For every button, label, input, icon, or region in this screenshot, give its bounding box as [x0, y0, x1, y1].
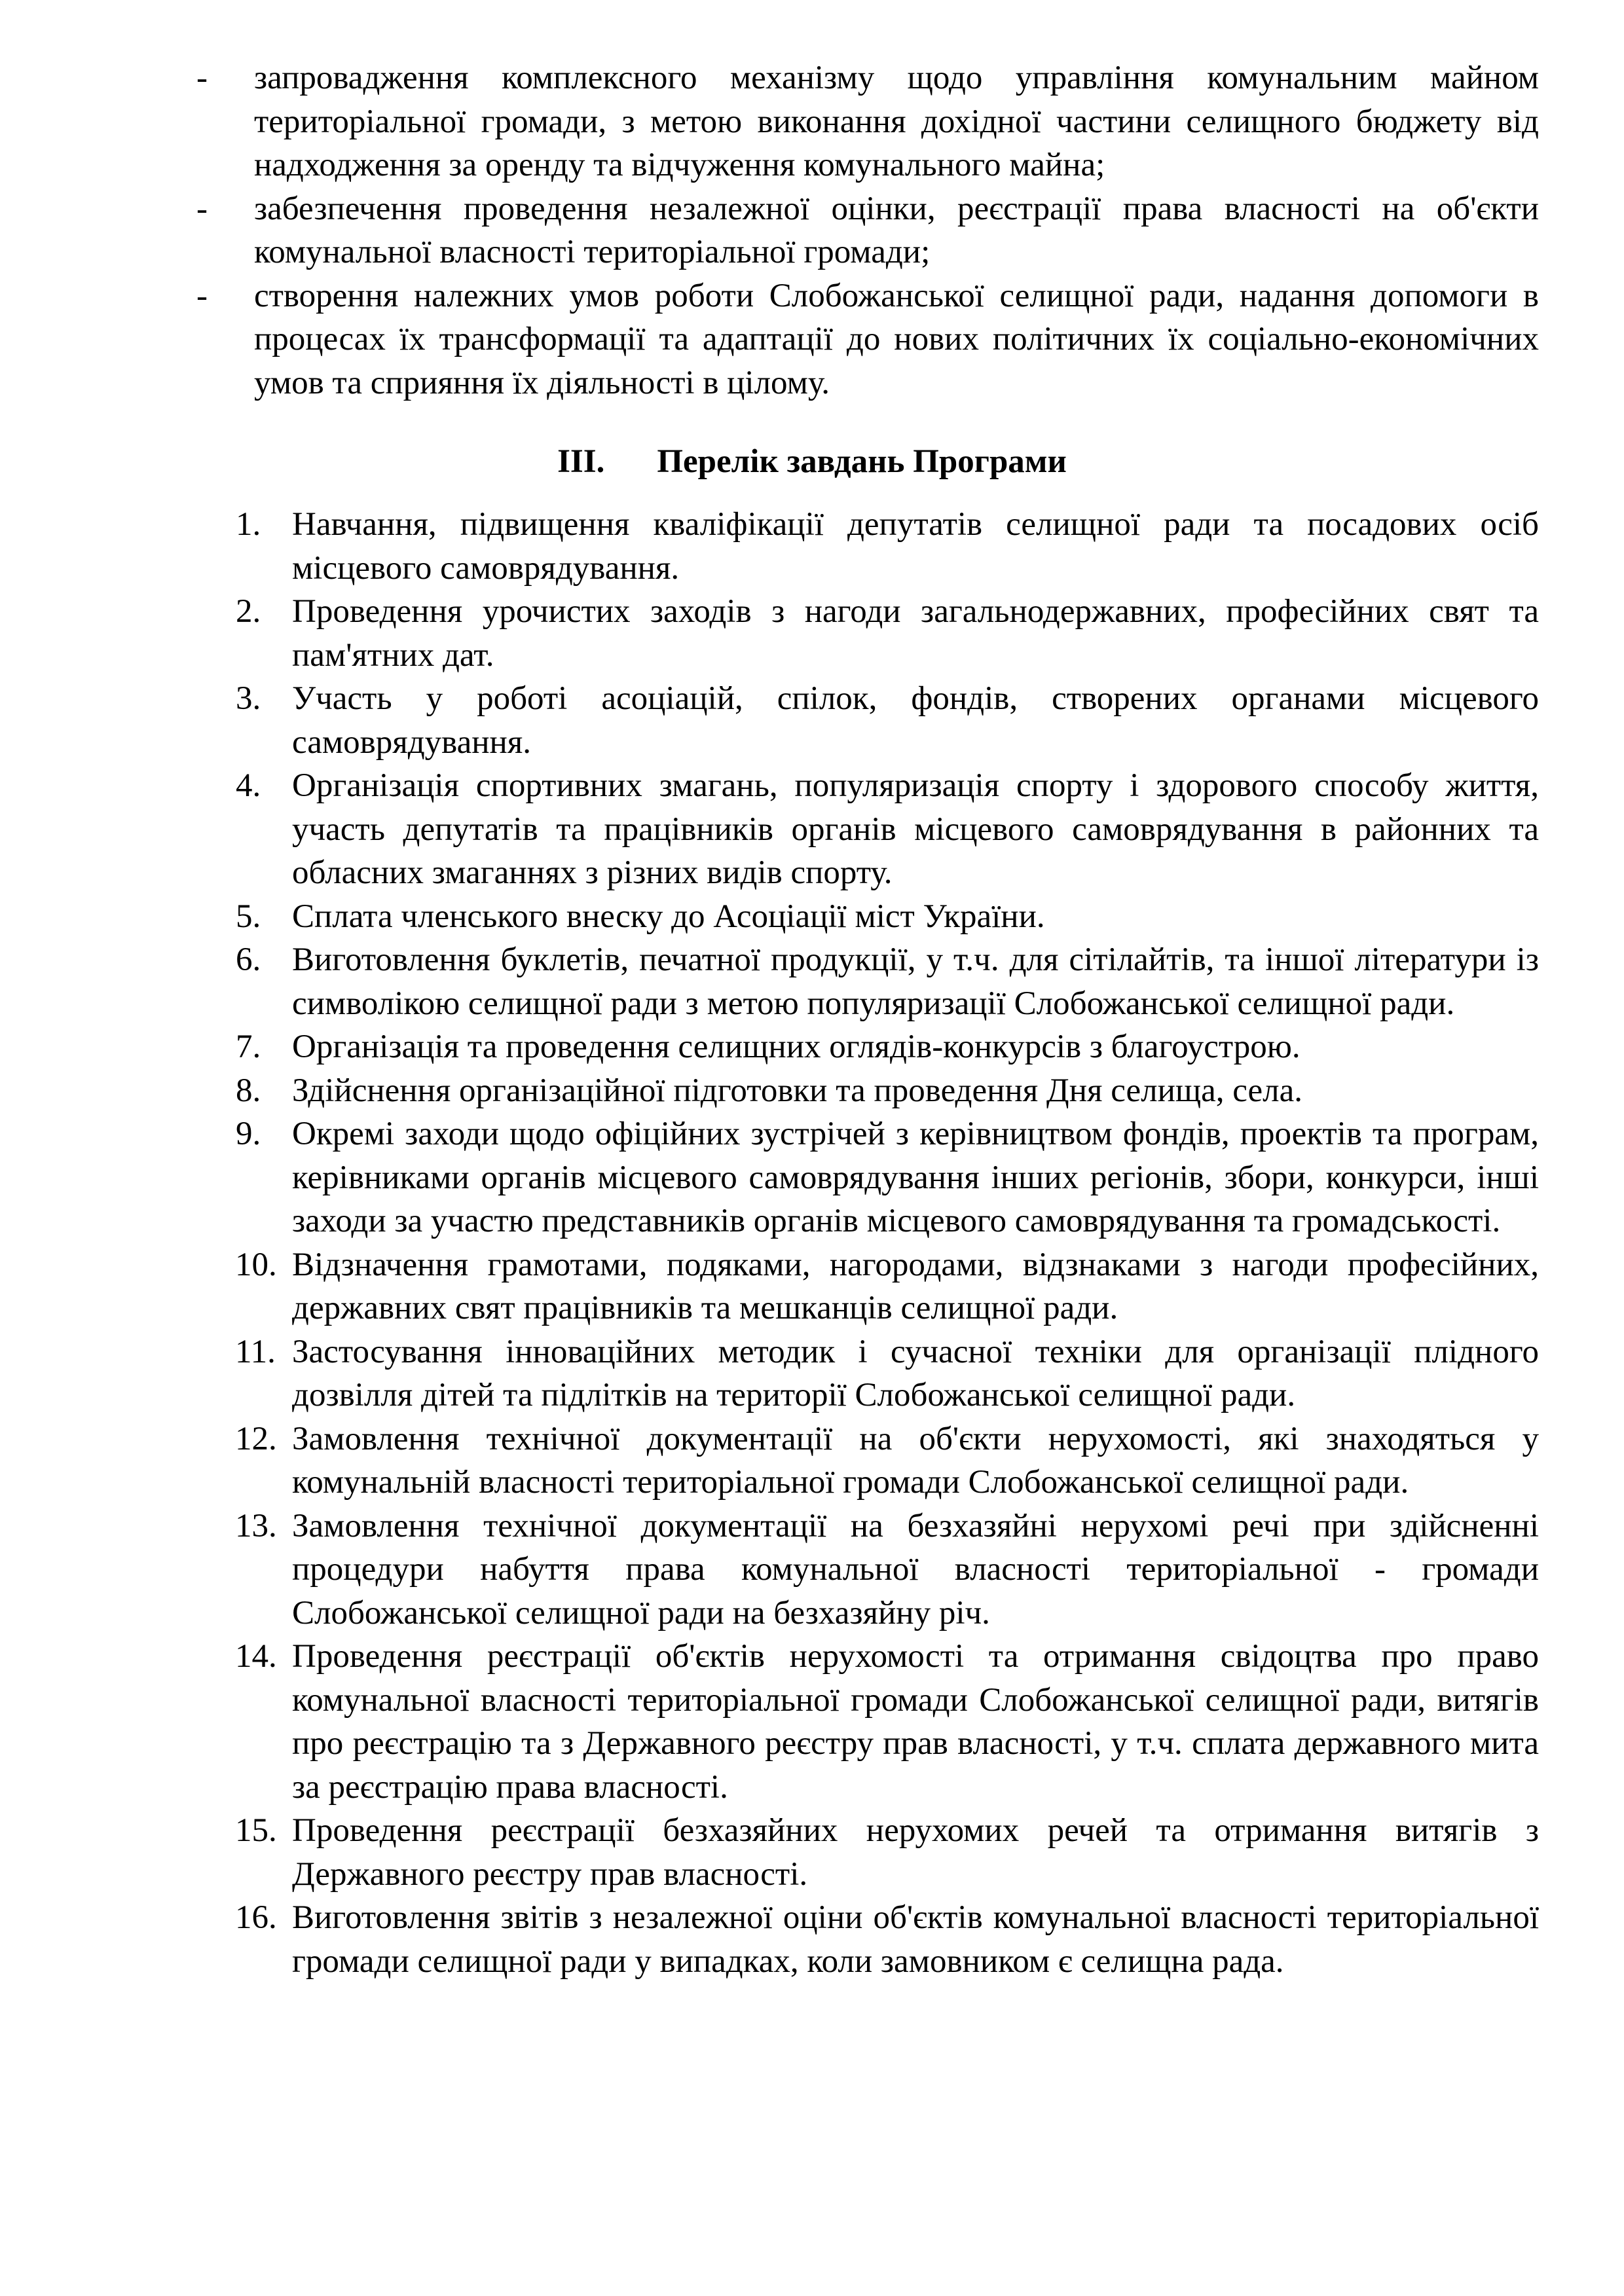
task-number: 2. — [236, 593, 261, 630]
task-text: Навчання, підвищення кваліфікації депутатів селищної ради та посадових осіб місцевого самоврядування. — [292, 506, 1539, 587]
task-item — [236, 938, 1539, 1025]
task-item — [236, 1809, 1539, 1896]
task-number: 11. — [235, 1333, 276, 1370]
section-heading — [0, 440, 1624, 483]
task-number: 15. — [235, 1812, 277, 1849]
task-number: 5. — [236, 898, 261, 935]
task-item — [236, 677, 1539, 764]
task-number: 9. — [236, 1116, 261, 1152]
task-text: Замовлення технічної документації на безхазяйні нерухомі речі при здійсненні процедури набуття права комунальної власності територіальної - громади Слобожанської селищної ради на безхазяйну річ. — [292, 1507, 1539, 1631]
task-item — [236, 590, 1539, 677]
task-item — [236, 503, 1539, 590]
bullet-marker: - — [196, 277, 208, 314]
task-item — [236, 895, 1539, 939]
task-text: Здійснення організаційної підготовки та проведення Дня селища, села. — [292, 1072, 1302, 1109]
task-text: Проведення реєстрації об'єктів нерухомості та отримання свідоцтва про право комунальної власності територіальної громади Слобожанської селищної ради, витягів про реєстрацію та з Державного реєстру прав власності, у т.ч. сплата державного мита за реєстрацію права власності. — [292, 1638, 1539, 1806]
task-text: Сплата членського внеску до Асоціації міст України. — [292, 898, 1045, 935]
bullet-text: забезпечення проведення незалежної оцінки, реєстрації права власності на об'єкти комунальної власності територіальної громади; — [254, 190, 1539, 270]
task-item — [236, 1417, 1539, 1504]
task-item — [236, 1025, 1539, 1069]
task-item — [236, 1330, 1539, 1417]
task-item — [236, 1243, 1539, 1330]
task-number: 3. — [236, 680, 261, 717]
tasks-numbered-list — [236, 503, 1539, 1983]
task-number: 7. — [236, 1029, 261, 1065]
bullet-marker: - — [196, 60, 208, 96]
bullet-text: створення належних умов роботи Слобожанської селищної ради, надання допомоги в процесах їх трансформації та адаптації до нових політичних їх соціально-економічних умов та сприяння їх діяльності в цілому. — [254, 277, 1539, 401]
task-item — [236, 1112, 1539, 1243]
task-number: 14. — [235, 1638, 277, 1675]
task-number: 13. — [235, 1507, 277, 1544]
task-text: Організація та проведення селищних оглядів-конкурсів з благоустрою. — [292, 1029, 1301, 1065]
task-number: 6. — [236, 941, 261, 978]
task-text: Окремі заходи щодо офіційних зустрічей з керівництвом фондів, проектів та програм, керівниками органів місцевого самоврядування інших регіонів, збори, конкурси, інші заходи за участю представників органів місцевого самоврядування та громадськості. — [292, 1116, 1539, 1239]
bullet-item — [196, 187, 1539, 274]
task-number: 4. — [236, 767, 261, 804]
task-text: Організація спортивних змагань, популяризація спорту і здорового способу життя, участь депутатів та працівників органів місцевого самоврядування в районних та обласних змаганнях з різних видів спорту. — [292, 767, 1539, 891]
task-number: 12. — [235, 1420, 277, 1457]
task-number: 10. — [235, 1246, 277, 1283]
bullet-marker: - — [196, 190, 208, 227]
section-number: III. — [557, 443, 605, 480]
task-item — [236, 1069, 1539, 1113]
section-title: Перелік завдань Програми — [657, 443, 1067, 480]
task-text: Замовлення технічної документації на об'єкти нерухомості, які знаходяться у комунальній власності територіальної громади Слобожанської селищної ради. — [292, 1420, 1539, 1501]
goals-bullet-list — [196, 56, 1539, 405]
task-item — [236, 764, 1539, 895]
task-item — [236, 1896, 1539, 1983]
task-text: Виготовлення буклетів, печатної продукції, у т.ч. для сітілайтів, та іншої літератури із символікою селищної ради з метою популяризації Слобожанської селищної ради. — [292, 941, 1539, 1022]
task-item — [236, 1504, 1539, 1635]
task-text: Застосування інноваційних методик і сучасної техніки для організації плідного дозвілля дітей та підлітків на території Слобожанської селищної ради. — [292, 1333, 1539, 1413]
task-number: 8. — [236, 1072, 261, 1109]
task-item — [236, 1635, 1539, 1809]
bullet-item — [196, 274, 1539, 405]
task-text: Проведення урочистих заходів з нагоди загальнодержавних, професійних свят та пам'ятних дат. — [292, 593, 1539, 674]
task-text: Участь у роботі асоціацій, спілок, фондів, створених органами місцевого самоврядування. — [292, 680, 1539, 761]
task-text: Виготовлення звітів з незалежної оціни об'єктів комунальної власності територіальної громади селищної ради у випадках, коли замовником є селищна рада. — [292, 1899, 1539, 1980]
task-text: Відзначення грамотами, подяками, нагородами, відзнаками з нагоди професійних, державних свят працівників та мешканців селищної ради. — [292, 1246, 1539, 1326]
bullet-text: запровадження комплексного механізму щодо управління комунальним майном територіальної громади, з метою виконання дохідної частини селищного бюджету від надходження за оренду та відчуження комунального майна; — [254, 60, 1539, 183]
bullet-item — [196, 56, 1539, 187]
task-number: 16. — [235, 1899, 277, 1936]
task-text: Проведення реєстрації безхазяйних нерухомих речей та отримання витягів з Державного реєстру прав власності. — [292, 1812, 1539, 1893]
task-number: 1. — [236, 506, 261, 543]
